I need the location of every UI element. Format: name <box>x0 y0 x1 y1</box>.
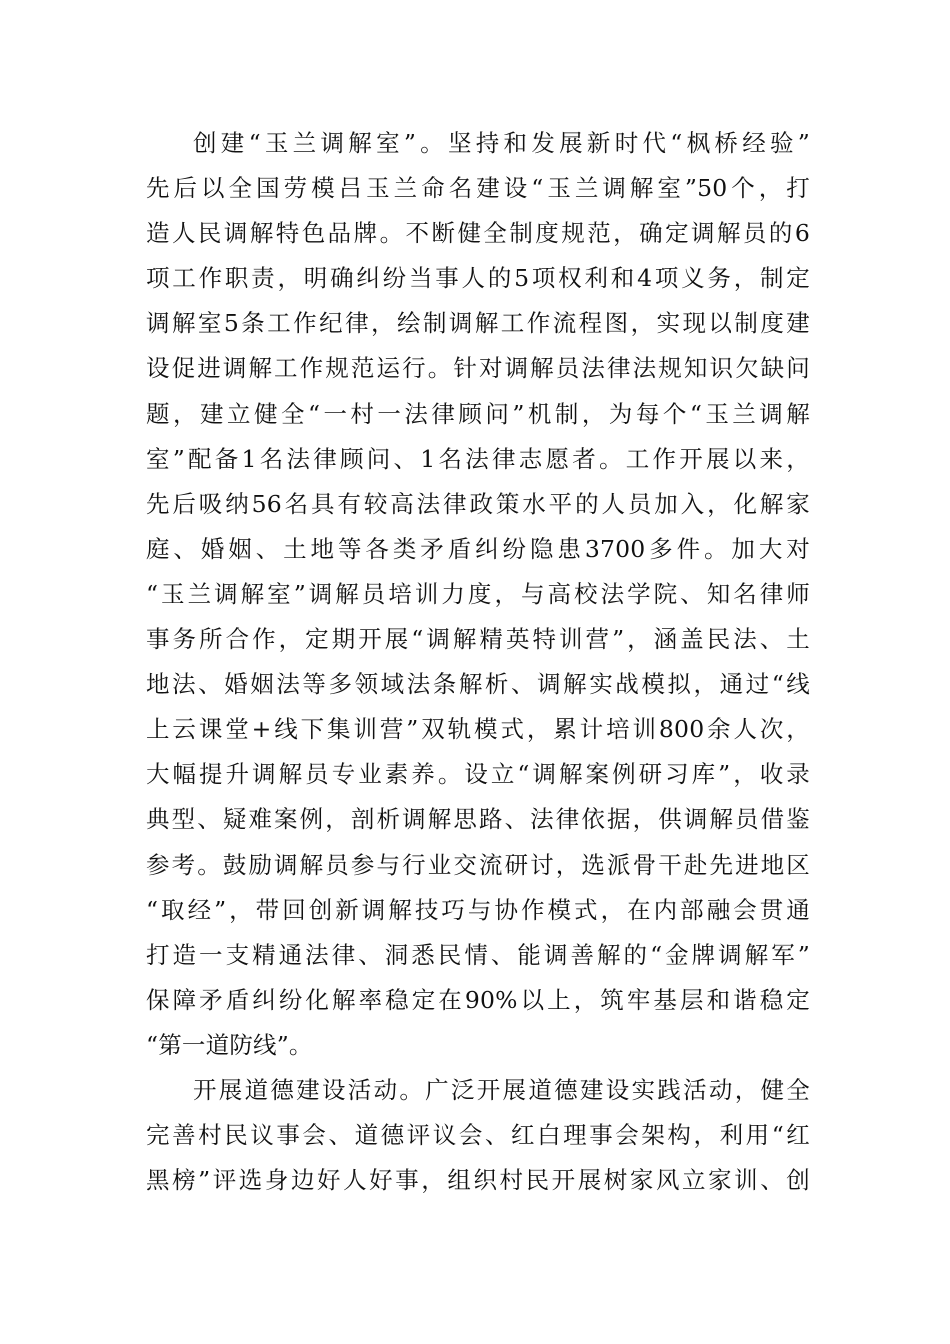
text-line: 先后以全国劳模吕玉兰命名建设“玉兰调解室”50个，打 <box>146 174 810 203</box>
text-line: 项工作职责，明确纠纷当事人的5项权利和4项义务，制定 <box>146 264 810 293</box>
text-line: 造人民调解特色品牌。不断健全制度规范，确定调解员的6 <box>146 219 810 248</box>
text-line: 事务所合作，定期开展“调解精英特训营”，涵盖民法、土 <box>146 625 810 654</box>
document-body <box>146 121 810 1203</box>
text-line: 上云课堂+线下集训营”双轨模式，累计培训800余人次， <box>146 715 810 744</box>
text-line: 先后吸纳56名具有较高法律政策水平的人员加入，化解家 <box>146 489 810 518</box>
text-line: 完善村民议事会、道德评议会、红白理事会架构，利用“红 <box>146 1121 810 1150</box>
text-line: 典型、疑难案例，剖析调解思路、法律依据，供调解员借鉴 <box>146 805 810 834</box>
text-line: 保障矛盾纠纷化解率稳定在90%以上，筑牢基层和谐稳定 <box>146 985 810 1014</box>
text-line: 参考。鼓励调解员参与行业交流研讨，选派骨干赴先进地区 <box>146 850 810 879</box>
text-line: 室”配备1名法律顾问、1名法律志愿者。工作开展以来， <box>146 444 810 473</box>
paragraph-yulan-mediation-room <box>146 121 810 1068</box>
text-line: 大幅提升调解员专业素养。设立“调解案例研习库”，收录 <box>146 760 810 789</box>
text-line: 创建“玉兰调解室”。坚持和发展新时代“枫桥经验” <box>193 129 810 157</box>
text-line: “第一道防线”。 <box>146 1030 313 1059</box>
text-line: 地法、婚姻法等多领域法条解析、调解实战模拟，通过“线 <box>146 670 810 699</box>
text-line: 调解室5条工作纪律，绘制调解工作流程图，实现以制度建 <box>146 309 810 338</box>
text-line: 题，建立健全“一村一法律顾问”机制，为每个“玉兰调解 <box>146 399 810 428</box>
text-line: “取经”，带回创新调解技巧与协作模式，在内部融会贯通 <box>146 895 810 924</box>
text-line: 设促进调解工作规范运行。针对调解员法律法规知识欠缺问 <box>146 354 810 383</box>
text-line: 开展道德建设活动。广泛开展道德建设实践活动，健全 <box>193 1075 810 1104</box>
text-line: 庭、婚姻、土地等各类矛盾纠纷隐患3700多件。加大对 <box>146 534 810 563</box>
text-line: 黑榜”评选身边好人好事，组织村民开展树家风立家训、创 <box>146 1166 810 1195</box>
text-line: 打造一支精通法律、洞悉民情、能调善解的“金牌调解军” <box>146 940 810 969</box>
paragraph-moral-construction <box>146 1068 810 1203</box>
text-line: “玉兰调解室”调解员培训力度，与高校法学院、知名律师 <box>146 579 810 608</box>
